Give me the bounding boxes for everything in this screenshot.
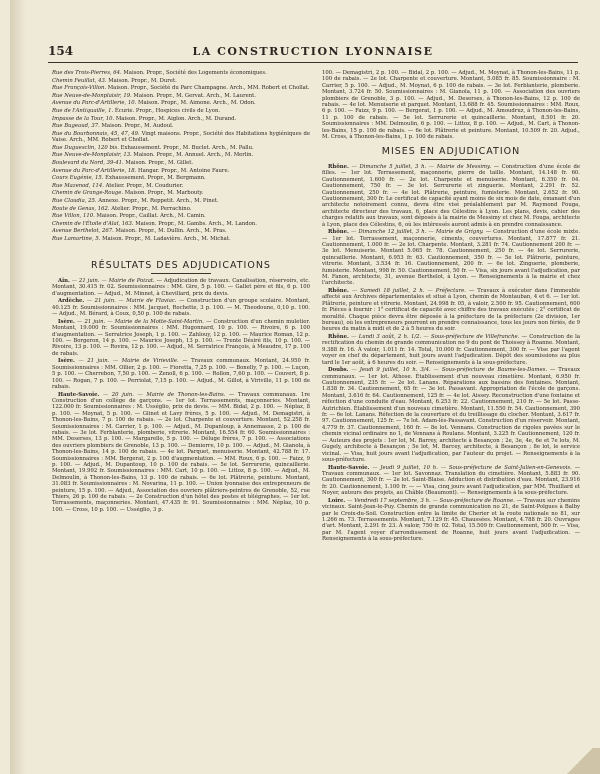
- running-title: LA CONSTRUCTION LYONNAISE: [192, 45, 434, 58]
- address-entry: [52, 236, 310, 242]
- address-entry: [52, 175, 310, 181]
- address-text: Maison. Propr., M. Audoul.: [99, 123, 174, 130]
- address-text: Maison. Propr., M. Annuel. Arch., M. Merlin.: [131, 152, 254, 159]
- entry-text: — Construction d'une école de filles. — 1er lot. Terrassement, maçonnerie, pierre de taille. Montant, 14.148 fr. 60. Cautionnement, 1.600 fr. — 2e lot. Charpente et menuiserie. Montant, 6.350 fr. 04. Cautionnement, 750 fr. — 3e lot. Serrurerie et zinguerie. Montant, 2.291 fr. 52. Cautionnement, 250 fr. — 4e lot. Plâtrerie, peinture, fumisterie. Montant, 2.652 fr. 90. Cautionnement, 300 fr. Le certificat de capacité ayant moins de six mois de date, émanant d'un architecte notoirement connu, devra être visé préalablement par M. Raymond Fouga, architecte directeur des travaux, 6, place des Célestins à Lyon. Les plans, devis, cahier des charges relatifs aux travaux, sont déposés à la mairie de Messimy et chez M. Fouga, architecte à Lyon, place des Célestins, 6, où les intéressés auront admis à en prendre connaissance.: [322, 163, 580, 228]
- address-street: Rue Villon, 110.: [52, 213, 95, 220]
- address-entry: [52, 70, 310, 76]
- address-street: Impasse de la Tour, 10.: [52, 115, 115, 122]
- address-text: Maison. Propr., M. Aimone. Arch., M. Odon.: [136, 100, 256, 107]
- address-street: Chemin de l'Étoile d'Alaï, 163.: [52, 220, 134, 227]
- address-text: Exhaussement. Propr., M. Buclet. Arch., M. Pallu.: [118, 144, 254, 151]
- continuation-paragraph: 100. — Demagistri, 2 p. 100. — Bidal, 2 p. 100. — Adjud., M. Moynat, à Thonon-les-Bains, 11 p. 100 de rabais. — 2e lot. Charpente et couverture. Montant, 5.085 fr. 85. Soumissionnaire : M. Carrier, 5 p. 100. — Adjud., M. Moynat, 6 p. 100 de rabais. — 3e lot. Ferblanterie, plomberie. Montant, 3.724 fr. 50. Soumissionnaires : M. Gianola, 11 p. 100. — Association des ouvriers plombiers de Grenoble, 3 p. 100. — Adjud., M. Deserses, à Thonon-les-Bains, 12 p. 100 de rabais. — 4e lot. Menuiserie et parquet. Montant, 13.688 fr. 45. Soumissionnaires : MM. Roux, 6 p. 100. — Faizz, 9 p. 100. — Bergerat, 1 p. 100. — Adjud., M. Amoudruz, à Thonon-les-Bains, 11 p. 100 de rabais. — 5e lot. Serrurerie et quincaillerie. Montant, 8.501 fr. 20. Soumissionnaires : MM. Delmoulin, 6 p. 100. — Littoz, 8 p. 100. — Adjud., M. Cart, à Thonon-les-Bains, 15 p. 100 de rabais. — 6e lot. Plâtrerie et peinture. Montant, 10.509 fr. 20. Adjud., M. Cross, à Thonon-les-Bains, 1 p. 100 de rabais.: [322, 70, 580, 141]
- entry-text: — Construction de la rectification du chemin de grande communication no 9 du pont de Thoissey à Roanne. Montant, 9.388 fr. 16. À valoir, 1.011 fr. 14. Total, 10.000 fr. Cautionnement, 300 fr. — Vise par l'agent voyer en chef du département, huit jours avant l'adjudication. Dépôt des soumissions au plus tard le 1er août, à 6 heures du soir. — Renseignements à la sous-préfecture.: [322, 334, 581, 366]
- result-entry: [52, 298, 310, 317]
- left-column: [52, 70, 310, 514]
- entry-text: — Adjudication de travaux. Canalisation, réservoirs, etc. Montant, 30.415 fr. 02. Soumissionnaires : MM. Gire, 5 p. 100. — Gallet père et fils, 6 p. 100 d'augmentation. — Adjud., M. Minnet, à Chevillard, prix du devis.: [52, 277, 310, 297]
- address-entry: [52, 100, 310, 106]
- address-street: Route de Genas, 162.: [52, 205, 110, 212]
- page-header: [48, 44, 578, 63]
- address-street: Rue Duguesclin, 120 bis.: [52, 144, 119, 151]
- entry-text: — Travaux communaux. — 1er lot. Athose. Établissement d'un nouveau cimetière. Montant, 6.950 fr. Cautionnement, 235 fr. — 2e lot. Lanans. Réparations aux bassins des fontaines. Montant, 1.838 fr. 34. Cautionnement, 65 fr. — 3e lot. Passavant. Appropriation de l'école de garçons. Montant, 3.616 fr. 64. Cautionnement, 125 fr. — 4e lot. Aissey. Reconstruction d'une fontaine et réfection d'une conduite d'eau. Montant, 6.253 fr. 22. Cautionnement, 210 fr. — 5e lot. Passe-Autrichien. Établissement d'un nouveau cimetière. Montant, 11.550 fr. 54. Cautionnement, 390 fr. — 6e lot. Lanans. Réfection de la couverture et du treillissage du clocher. Montant, 3.617 fr. 97. Cautionnement, 125 fr. — 7e lot. Adam-lès-Passavant. Construction d'un réservoir. Montant, 4.779 fr. 37. Cautionnement, 160 fr. — 8e lot. Vennans. Construction de rigoles pavées sur le chemin vicinal ordinaire no 1, de Vennans à Roulans. Montant, 3.225 fr. Cautionnement, 120 fr. — Auteurs des projets : 1er lot, M. Barrey, architecte à Besançon ; 2e, 3e, 4e, 6e et 7e lots, M. Gugely, architecte à Besançon ; 5e lot, M. Barcey, architecte, à Besançon ; 8e lot, le service vicinal. — Visa, huit jours avant l'adjudication, par l'auteur du projet. — Renseignements à la sous-préfecture.: [322, 367, 581, 463]
- address-street: Cours Eugénie, 15.: [52, 175, 104, 182]
- page-fold-shadow: [10, 0, 26, 774]
- address-street: Rue de l'Antiquaille, 1.: [52, 107, 114, 114]
- adjudication-entry: [322, 334, 580, 366]
- entry-location: Loire.: [328, 497, 346, 504]
- address-street: Rue Mazenod, 114.: [52, 182, 104, 189]
- entry-location: Rhône.: [328, 229, 349, 236]
- address-text: Maison. Propr., Caillat. Arch., M. Camin.: [94, 213, 206, 220]
- address-text: Maison. Propr., M. Duret.: [106, 77, 177, 84]
- address-text: Annexe. Propr., M. Reppetit. Arch., M. Pinet.: [96, 197, 219, 204]
- address-street: Chemin de Grange-Rouge.: [52, 190, 124, 197]
- address-text: Maison. Propr., M. Gambs. Arch., M. Landon.: [133, 220, 257, 227]
- adjudication-entry: [322, 367, 580, 463]
- address-entry: [52, 190, 310, 196]
- address-entry: [52, 116, 310, 122]
- adjudication-entry: [322, 465, 580, 497]
- address-text: Atelier. Propr., M. Perrachino.: [109, 205, 192, 212]
- entry-location: Doubs.: [328, 367, 349, 374]
- address-street: Chemin Feuillat, 43.: [52, 77, 107, 84]
- entry-location: Ardèche.: [58, 298, 85, 305]
- address-entry: [52, 213, 310, 219]
- result-entry: [52, 319, 310, 357]
- result-entry: [52, 278, 310, 297]
- entry-location: Haute-Savoie.: [58, 391, 100, 398]
- entry-location: Isère.: [58, 318, 75, 325]
- address-entry: [52, 228, 310, 234]
- address-entry: [52, 145, 310, 151]
- adjudication-entry: [322, 229, 580, 287]
- address-street: Rue du Bourbonnais, 45, 47, 49.: [52, 130, 140, 137]
- address-entry: [52, 152, 310, 158]
- entry-text: — Travaux sur chemins vicinaux. Saint-Jean-le-Puy. Chemin de grande communication no 21, de Saint-Polgues à Balby par le Croix-du-Soil. Construction entre la limite de Cherier et la route nationale no 81, sur 1.266 m. 73. Terrassements. Montant, 7.129 fr. 45. Chaussées. Montant, 4.788 fr. 20. Ouvrages d'art. Montant, 2.291 fr. 23. À valoir, 750 fr. 02. Total, 15.509 fr. Cautionnement, 500 fr. — Visa, par M. l'agent voyer d'arrondissement de Roanne, huit jours avant l'adjudication. — Renseignements à la sous-préfecture.: [322, 497, 581, 543]
- address-street: Rue des Trois-Pierres, 64.: [52, 70, 122, 76]
- result-entry: [52, 392, 310, 514]
- address-text: Maison. Propr., M. Dullin. Arch., M. Pras.: [113, 228, 227, 235]
- entry-date: — Vendredi 17 septembre, 3 h. — Sous-préfecture de Roanne.: [345, 497, 515, 504]
- address-street: Rue Neuve-de-Monplaisir, 19.: [52, 92, 132, 99]
- address-entry: [52, 108, 310, 114]
- address-text: Maison. Propr., Société des Logements économiques.: [121, 70, 267, 76]
- entry-date: — Dimanche 5 juillet, 3 h. — Mairie de Messimy.: [348, 163, 492, 170]
- entry-location: Rhône.: [328, 334, 349, 340]
- entry-text: — Travaux communaux. Montant, 24.950 fr. Soumissionnaires : MM. Ollier, 2 p. 100. — Fioretta, 7,25 p. 100. — Bonelly, 7 p. 100. — Luçon, 5 p. 100. — Cherrebon, 7,50 p. 100. — Zenoll, 6 p. 100. — Rollon, 7,60 p. 100. — Couvert, 8 p. 100. — Rogan, 7 p. 100. — Perriolat, 7,15 p. 100. — Adjud., M. Gillot, à Viriville, 11 p. 100 de rabais.: [52, 358, 310, 390]
- address-entry: [52, 78, 310, 84]
- adjudication-entry: [322, 288, 580, 333]
- entry-text: — Travaux à exécuter dans l'immeuble affecté aux Archives départementales et situé à Lyon, chemin de Montauban, 4 et 6. — 1er lot. Plâtrerie, peinture et vitrerie. Montant, 24.998 fr. 05, à valoir, 2.500 fr. 95. Cautionnement, 600 fr. Pièces à fournir : 1° certificat de capacité avec chiffre des travaux exécutés ; 2° certificat de moralité. Chaque pièce devra être déposée à la préfecture de la préfecture (2e division, 1er bureau), où les entrepreneurs pourront en prendre connaissance, tous les jours non fériés, de 9 heures du matin à midi et de 2 à 5 heures du soir.: [322, 287, 580, 333]
- entry-date: — 21 juin. — Mairie de Poizat.: [69, 277, 155, 284]
- address-text: Maison. Propr., M. Gillet.: [123, 159, 194, 166]
- results-list: [52, 278, 310, 513]
- mises-list: [322, 164, 580, 543]
- address-text: Exhaussement. Propr., M. Bergmann.: [103, 175, 206, 182]
- entry-text: — Construction d'une école mixte. — 1er lot. Terrassement, maçonnerie, ciments, couvertures. Montant, 17.877 fr. 21. Cautionnement, 1.000 fr. — 2e lot. Charpente. Montant, 3.281 fr. 74. Cautionnement 200 fr. — 3e lot. Menuiserie. Montant 5.065 fr. 78. Cautionnement, 250 fr. — 4e lot. Serrurerie, quincaillerie. Montant, 6.953 fr. 63. Cautionnement, 350 fr. — 5e lot. Plâtrerie, peinture, vitrerie. Montant, 3.534 fr. 16. Cautionnement, 200 fr. — 6e lot. Zinguerie, plomberie, fumisterie. Montant, 998 fr. 50. Cautionnement, 50 fr. — Visa, six jours avant l'adjudication, par M. Fanon, architecte, 31, avenue Berthelot, à Lyon. — Renseignements à la mairie et chez l'architecte.: [322, 229, 580, 287]
- entry-date: — 21 juin. — Mairie de la Motte-Saint-Martin.: [74, 318, 204, 325]
- address-text: Vingt maisons. Propr., Société des Habitations hygiéniques de Vaise. Arch., MM. Robert et Chollat.: [52, 130, 310, 144]
- entry-date: — Samedi 18 juillet, 2 h. — Préfecture.: [348, 287, 466, 294]
- address-street: Rue Neuve-de-Monplaisir, 13.: [52, 152, 132, 159]
- address-text: Maison. Propr., M. Gervat. Arch., M. Laurent.: [131, 92, 256, 99]
- address-entry: [52, 160, 310, 166]
- entry-location: Rhône.: [328, 287, 349, 294]
- adjudication-entry: [322, 498, 580, 543]
- entry-date: — Jeudi 9 juillet, 10 h. 3/4. — Sous-préfecture de Baume-les-Dames.: [348, 367, 548, 374]
- address-entry: [52, 93, 310, 99]
- address-street: Avenue du Parc-d'Artillerie, 10.: [52, 100, 137, 107]
- address-street: Rue Claudia, 25.: [52, 197, 97, 204]
- address-street: Rue François-Villon.: [52, 85, 107, 92]
- address-text: Maison. Propr., M. Aiglon. Arch., M. Durand.: [114, 115, 237, 122]
- address-entry: [52, 123, 310, 129]
- mises-section-title: MISES EN ADJUDICATION: [381, 146, 521, 158]
- address-entry: [52, 206, 310, 212]
- entry-location: Haute-Savoie.: [328, 464, 370, 471]
- page-corner-shadow: [560, 748, 600, 774]
- page-number: 154: [48, 44, 74, 58]
- address-text: Hangar. Propr., M. Antoine Faure.: [136, 167, 230, 174]
- address-entry: [52, 168, 310, 174]
- address-text: Écurie. Propr., Hospices civils de Lyon.: [113, 107, 221, 114]
- entry-text: — Construction d'un chemin muletier. Montant, 19.000 fr. Soumissionnaires : MM. Hugonnard, 10 p. 100. — Rivoire, 6 p. 100 d'augmentation. — Serratrice Joseph, 1 p. 100. — Zahlouy, 12 p. 100. — Maurice Roman, 12 p. 100. — Borgeron, 14 p. 100. — Maurice Joseph, 13 p. 100. — Trente Désiré fils, 10 p. 100. — Rivoire, 13 p. 100. — Rovira, 12 p. 100. — Adjud., M. Serratrice François, à Meaudre, 17 p. 100 de rabais.: [52, 318, 310, 357]
- entry-location: Ain.: [58, 277, 70, 284]
- entry-date: — 21 juin. — Mairie de Flaviac.: [84, 298, 177, 305]
- entry-text: — Travaux communaux. 1re Construction d'un collège de garçons. — 1er lot. Terrassements, maçonneries. Montant, 122.000 fr. Soumissionnaires : M. Usséglio, prix du devis. — MM. Bidal, 2 p. 100. — Néplaz, 8 p. 100. — Moynat, 5 p. 100. — Glinet et Lavy frères, 5 p. 100. — Adjud., M. Demagistri, à Thonon-les-Bains, 7 p. 100 de rabais. — 2e lot. Charpente et couverture. Montant, 52.258 fr. Soumissionnaires : M. Carrier, 1 p. 100. — Adjud., M. Dupanloup, à Annemasse, 2 p. 100 de rabais. — 3e lot. Ferblanterie, plomberie, vitrerie. Montant, 16.554 fr. 60. Soumissionnaires : MM. Deserses, 13 p. 100. — Margarello, 5 p. 100. — Déluge frères, 7 p. 100. — Associations des ouvriers plombiers de Grenoble, 13 p. 100. — Demierre, 10 p. 100. — Adjud., M. Gianola, à Thonon-les-Bains, 14 p. 100 de rabais. — 4e lot. Parquet, menuiserie. Montant, 42.788 fr. 17. Soumissionnaires : MM. Bergerat, 2 p. 100 d'augmentation. — MM. Roux, 6 p. 100. — Faizz, 9 p. 100. — Adjud., M. Dupantoup, 10 p. 100 de rabais. — 5e lot. Serrurerie, quincaillerie. Montant, 19.992 fr. Soumissionnaires : MM. Cart, 10 p. 100. — Littoz, 8 p. 100. — Adjud., M. Delmoulin, à Thonon-les-Bains, 13 p. 100 de rabais. — 6e lot. Plâtrerie, peinture. Montant, 31.083 fr. Soumissionnaires : M. Novarina, 11 p. 100. — Union lyonnaise des entrepreneurs de peinture, 15 p. 100. — Adjud., Association des ouvriers plâtriers-peintres de Grenoble, 52, rue Thiers, 26 p. 100 de rabais. — 2e Construction d'un hôtel des postes et télégraphes. — 1er lot. Terrassements, maçonneries. Montant, 47.435 fr. 91. Soumissionnaires : MM. Néplaz, 10 p. 100. — Cross, 10 p. 100. — Usséglio, 3 p.: [52, 391, 310, 513]
- address-street: Rue Lamartine, 5.: [52, 235, 101, 242]
- address-entry: [52, 183, 310, 189]
- entry-text: — Construction d'un groupe scolaire. Montant, 40.125 fr. Soumissionnaires : MM. Jacquet, Rochette, 3 p. 100. — M. Theodoune, 0,10 p. 100. — Adjud., M. Bérard, à Coux, 0,50 p. 100 de rabais.: [52, 298, 310, 318]
- entry-location: Rhône.: [328, 163, 349, 170]
- address-street: Rue Bugeaud, 37.: [52, 123, 100, 130]
- result-entry: [52, 358, 310, 390]
- entry-date: — Lundi 3 août, 2 h. 1/2. — Sous-préfecture de Villefranche.: [348, 334, 520, 340]
- entry-date: — Jeudi 9 juillet, 10 h. — Sous-préfecture de Saint-Julien-en-Genevois.: [369, 464, 572, 471]
- entry-date: — 20 juin. — Mairie de Thonon-les-Bains.: [99, 391, 226, 398]
- address-text: Maison. Propr., M. Ladavière. Arch., M. Michat.: [100, 235, 231, 242]
- address-entry: [52, 85, 310, 91]
- entry-date: — Dimanche 12 juillet, 3 h. — Mairie de Grigny.: [348, 229, 484, 236]
- section-rule: [421, 159, 481, 160]
- address-entry: [52, 131, 310, 144]
- results-section-title: RÉSULTATS DES ADJUDICATIONS: [91, 260, 271, 272]
- right-column: [322, 70, 580, 544]
- section-rule: [151, 273, 211, 274]
- entry-text: — Travaux communaux. — 1er lot. Savonnaz. Translation du cimetière. Montant, 5.883 fr. 90. Cautionnement, 300 fr. — 2e lot. Saint-Blaise. Adduction et distribution d'eau. Montant, 23.916 fr. 20. Cautionnement, 1.100 fr. — — Visa, cinq jours avant l'adjudication, par MM. Thuillard et Noyer, auteurs des projets, au Châble (Beaumont). — Renseignements à la sous-préfecture.: [322, 464, 580, 497]
- address-entry: [52, 221, 310, 227]
- address-street: Boulevard du Nord, 39-41.: [52, 159, 124, 166]
- address-text: Maison. Propr., M. Marbouty.: [123, 190, 204, 197]
- address-street: Avenue du Parc-d'Artillerie, 18.: [52, 167, 137, 174]
- address-street: Avenue Berthelot, 267.: [52, 228, 114, 235]
- address-entry: [52, 198, 310, 204]
- entry-date: — 21 juin. — Mairie de Virieville.: [74, 358, 179, 365]
- adjudication-entry: [322, 164, 580, 228]
- address-list: [52, 70, 310, 242]
- address-text: Atelier. Propr., M. Coudurier.: [103, 182, 184, 189]
- entry-location: Isère.: [58, 358, 75, 365]
- address-text: Maison. Propr., Société du Parc Champagne. Arch., MM. Robert et Chollat.: [106, 85, 310, 92]
